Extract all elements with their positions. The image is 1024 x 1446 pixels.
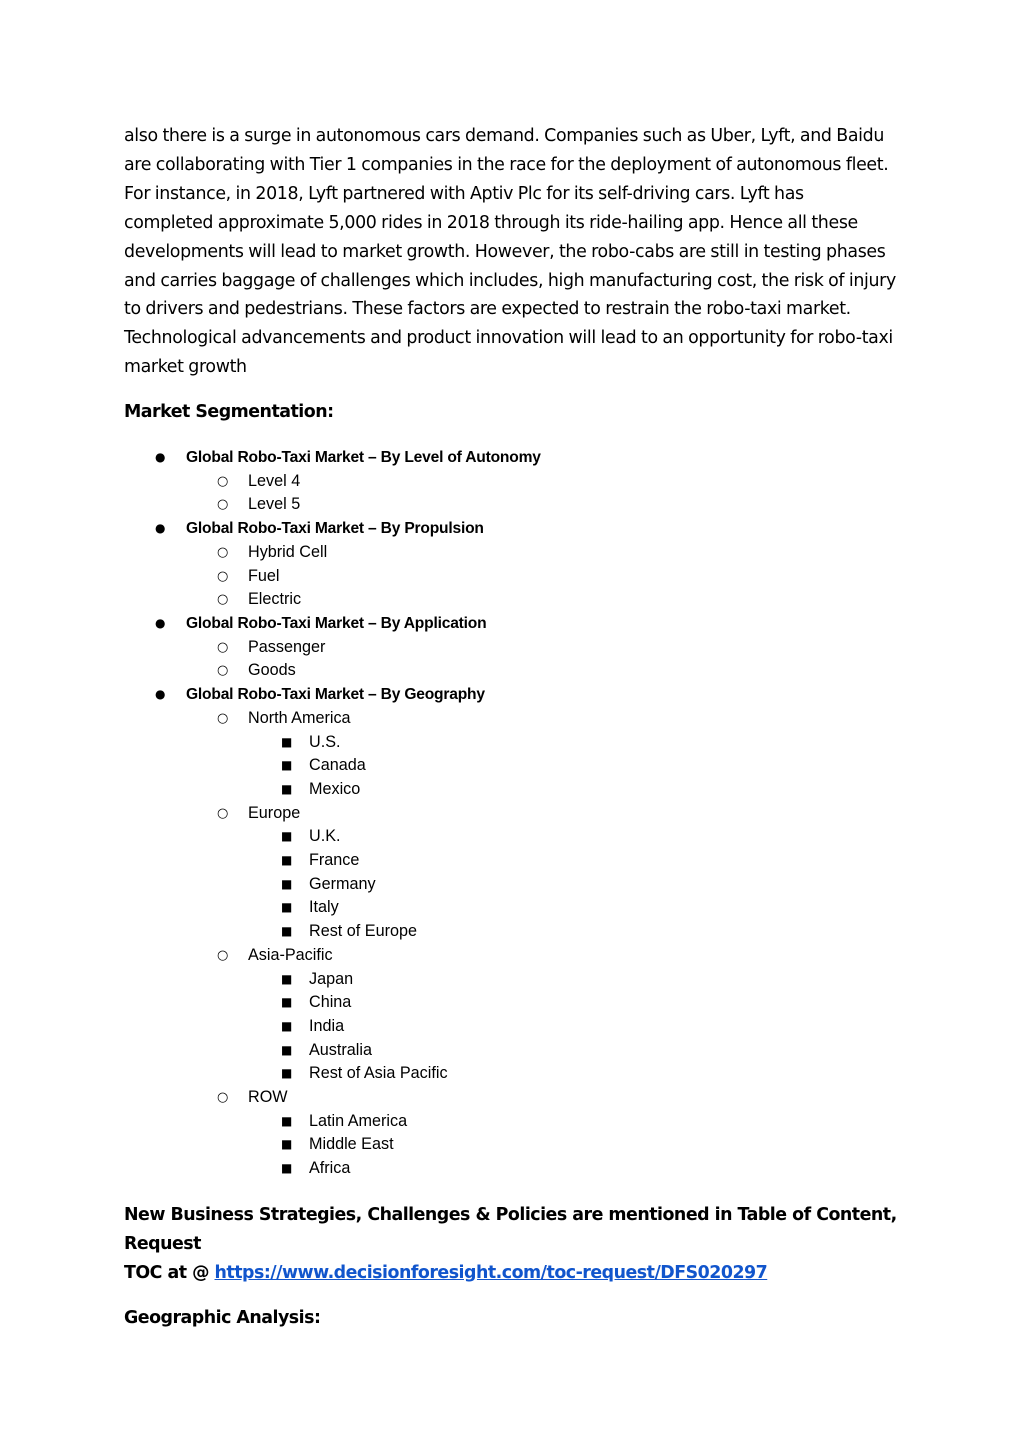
bullet-circle-icon: ○ [217,639,229,655]
segmentation-list [124,446,914,1181]
region-row [186,1086,914,1181]
segment-title: Global Robo-Taxi Market – By Propulsion [186,520,484,538]
list-item [186,636,914,660]
bullet-circle-icon: ○ [217,544,229,560]
list-item [248,1110,914,1134]
bullet-circle-icon: ○ [217,592,229,608]
list-item [248,1157,914,1181]
segment-title: Global Robo-Taxi Market – By Application [186,614,487,632]
item-label: Latin America [309,1111,408,1130]
list-item [248,1062,914,1086]
list-item [248,991,914,1015]
bullet-square-icon: ■ [281,758,293,773]
list-item [186,493,914,517]
item-label: France [309,851,360,870]
bullet-circle-icon: ○ [217,497,229,513]
toc-line: New Business Strategies, Challenges & Policies are mentioned in Table of Content, Request [124,1204,897,1254]
bullet-square-icon: ■ [281,781,293,796]
bullet-disc-icon: ● [155,521,166,536]
item-label: Level 5 [248,495,301,514]
item-label: Goods [248,661,296,680]
bullet-square-icon: ■ [281,853,293,868]
bullet-square-icon: ■ [281,1113,293,1128]
list-item [248,1039,914,1063]
intro-line: developments will lead to market growth. However, the robo-cabs are still in testing phases [124,241,886,262]
bullet-disc-icon: ● [155,687,166,702]
bullet-square-icon: ■ [281,829,293,844]
item-label: Mexico [309,779,361,798]
list-item [186,588,914,612]
region-asia-pacific [186,944,914,1086]
item-label: U.K. [309,827,341,846]
item-label: North America [248,708,351,727]
item-label: Fuel [248,566,280,585]
item-label: Europe [248,803,301,822]
bullet-circle-icon: ○ [217,1090,229,1106]
list-item [248,873,914,897]
bullet-square-icon: ■ [281,734,293,749]
list-item [248,731,914,755]
toc-request-paragraph [124,1201,914,1288]
segment-items [124,707,914,1181]
country-list [248,968,914,1087]
list-item [248,896,914,920]
bullet-disc-icon: ● [155,615,166,630]
country-list [248,731,914,802]
item-label: Canada [309,756,366,775]
toc-request-link[interactable]: https://www.decisionforesight.com/toc-request/DFS020297 [214,1262,768,1283]
intro-paragraph [124,122,914,382]
bullet-square-icon: ■ [281,1161,293,1176]
bullet-square-icon: ■ [281,1066,293,1081]
bullet-circle-icon: ○ [217,663,229,679]
intro-line: For instance, in 2018, Lyft partnered with Aptiv Plc for its self-driving cars. Lyft has [124,183,804,204]
document-page [124,122,914,1332]
region-north-america [186,707,914,802]
item-label: China [309,993,352,1012]
bullet-circle-icon: ○ [217,947,229,963]
intro-line: market growth [124,357,247,378]
bullet-square-icon: ■ [281,1018,293,1033]
segment-autonomy [124,446,914,517]
country-list [248,825,914,944]
list-item [248,825,914,849]
list-item [248,1133,914,1157]
list-item [186,659,914,683]
item-label: Italy [309,898,339,917]
bullet-circle-icon: ○ [217,710,229,726]
bullet-square-icon: ■ [281,1137,293,1152]
intro-line: Technological advancements and product innovation will lead to an opportunity for robo-taxi [124,328,893,349]
item-label: Rest of Europe [309,922,417,941]
list-item [248,778,914,802]
item-label: ROW [248,1088,288,1107]
item-label: Japan [309,969,354,988]
item-label: Australia [309,1040,372,1059]
item-label: Africa [309,1159,351,1178]
item-label: Passenger [248,637,326,656]
bullet-square-icon: ■ [281,971,293,986]
intro-line: and carries baggage of challenges which includes, high manufacturing cost, the risk of injury [124,270,896,291]
segment-items [124,541,914,612]
bullet-square-icon: ■ [281,876,293,891]
bullet-circle-icon: ○ [217,568,229,584]
item-label: Rest of Asia Pacific [309,1064,448,1083]
market-segmentation-heading: Market Segmentation: [124,402,334,423]
bullet-circle-icon: ○ [217,805,229,821]
bullet-circle-icon: ○ [217,473,229,489]
segment-title: Global Robo-Taxi Market – By Level of Autonomy [186,449,541,467]
bullet-square-icon: ■ [281,900,293,915]
segment-items [124,636,914,683]
item-label: Electric [248,590,302,609]
intro-line: completed approximate 5,000 rides in 2018 through its ride-hailing app. Hence all these [124,212,858,233]
intro-line: also there is a surge in autonomous cars demand. Companies such as Uber, Lyft, and Baidu [124,126,885,146]
item-label: Asia-Pacific [248,945,333,964]
list-item [186,470,914,494]
list-item [248,754,914,778]
bullet-square-icon: ■ [281,924,293,939]
country-list [248,1110,914,1181]
segment-application [124,612,914,683]
item-label: India [309,1016,345,1035]
list-item [248,849,914,873]
list-item [186,541,914,565]
region-europe [186,802,914,944]
bullet-square-icon: ■ [281,995,293,1010]
geographic-analysis-heading: Geographic Analysis: [124,1307,321,1328]
list-item [248,920,914,944]
item-label: Hybrid Cell [248,542,328,561]
bullet-square-icon: ■ [281,1042,293,1057]
item-label: Germany [309,874,376,893]
segment-geography [124,683,914,1181]
list-item [186,565,914,589]
item-label: Middle East [309,1135,394,1154]
item-label: Level 4 [248,471,301,490]
toc-prefix: TOC at @ [124,1262,215,1283]
intro-line: to drivers and pedestrians. These factors are expected to restrain the robo-taxi market. [124,299,851,320]
list-item [248,1015,914,1039]
item-label: U.S. [309,732,341,751]
intro-line: are collaborating with Tier 1 companies in the race for the deployment of autonomous fleet. [124,154,889,175]
toc-line [124,1259,914,1288]
bullet-disc-icon: ● [155,450,166,465]
segment-propulsion [124,517,914,612]
segment-title: Global Robo-Taxi Market – By Geography [186,686,485,704]
list-item [248,968,914,992]
segment-items [124,470,914,517]
